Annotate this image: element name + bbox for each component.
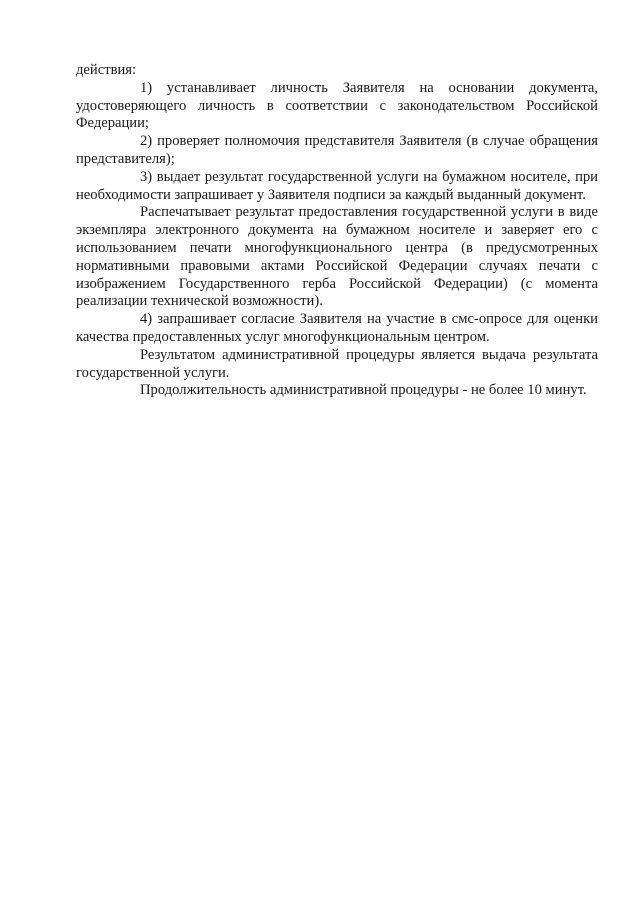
paragraph-identify-applicant: 1) устанавливает личность Заявителя на основании документа, удостоверяющего личность в соответствии с законодательством Российской Федерации; xyxy=(76,79,598,132)
paragraph-procedure-result: Результатом административной процедуры является выдача результата государственной услуги. xyxy=(76,346,598,381)
paragraph-procedure-duration: Продолжительность административной процедуры - не более 10 минут. xyxy=(140,382,587,399)
paragraph-sms-survey: 4) запрашивает согласие Заявителя на участие в смс-опросе для оценки качества предоставленных услуг многофункциональным центром. xyxy=(76,311,598,345)
paragraph-print-result: Распечатывает результат предоставления государственной услуги в виде экземпляра электронного документа на бумажном носителе и заверяет его с использованием печати многофункционального центра (в предусмотренных нормативными правовыми актами Российской Федерации случаях печати с изображением Государственного герба Российской Федерации) (с момента реализации технической возможности). xyxy=(76,204,598,310)
document-page xyxy=(76,62,598,400)
paragraph-check-authority: 2) проверяет полномочия представителя Заявителя (в случае обращения представителя); xyxy=(76,133,598,167)
paragraph-issue-result: 3) выдает результат государственной услуги на бумажном носителе, при необходимости запрашивает у Заявителя подписи за каждый выданный документ. xyxy=(76,168,598,203)
paragraph-actions-heading: действия: xyxy=(76,62,137,78)
